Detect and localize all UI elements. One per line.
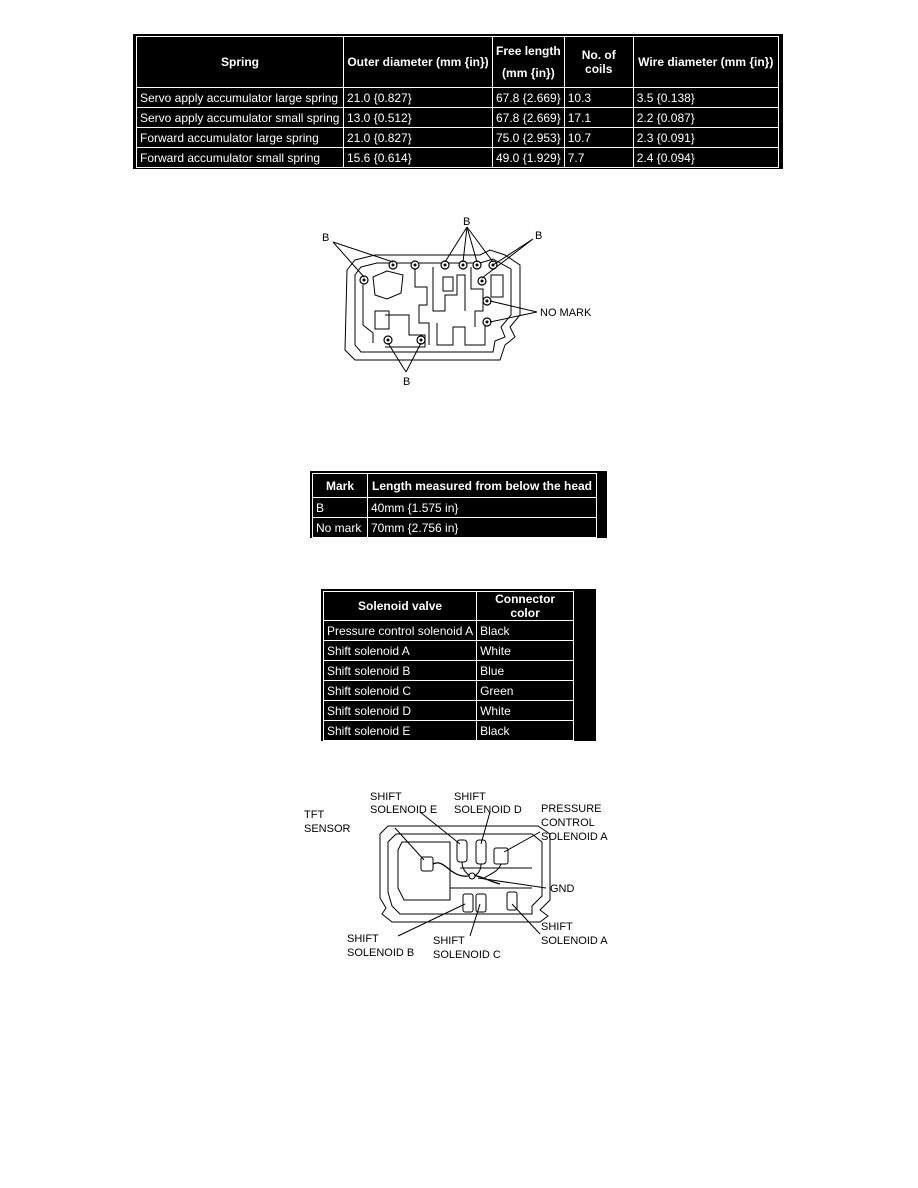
table-cell: 3.5 {0.138} xyxy=(633,88,778,108)
table-row xyxy=(137,148,779,168)
table-header-row xyxy=(313,474,597,498)
label-solenoid-c: SOLENOID C xyxy=(433,949,501,961)
col-header-outer-diameter: Outer diameter (mm {in}) xyxy=(344,37,493,88)
table-cell: White xyxy=(477,701,574,721)
solenoid-color-table-panel xyxy=(321,589,596,741)
col-header-free-length-line1: Free length xyxy=(496,44,561,58)
bolt-label-b: B xyxy=(535,230,543,242)
table-cell: 13.0 {0.512} xyxy=(344,108,493,128)
table-cell: No mark xyxy=(313,518,368,538)
table-cell: Servo apply accumulator small spring xyxy=(137,108,344,128)
table-cell: B xyxy=(313,498,368,518)
label-shift: SHIFT xyxy=(541,921,573,933)
bolt-length-table-panel xyxy=(310,471,607,538)
table-cell: Shift solenoid D xyxy=(324,701,477,721)
label-shift: SHIFT xyxy=(370,791,402,803)
label-solenoid-e: SOLENOID E xyxy=(370,804,438,816)
table-cell: 67.8 {2.669} xyxy=(493,108,565,128)
table-row xyxy=(137,108,779,128)
label-tft: TFT xyxy=(304,809,325,821)
table-cell: 2.3 {0.091} xyxy=(633,128,778,148)
bolt-label-b: B xyxy=(322,232,330,244)
solenoid-color-table xyxy=(323,591,574,741)
col-header-connector-color: Connector color xyxy=(477,592,574,621)
label-shift: SHIFT xyxy=(347,933,379,945)
table-cell: Green xyxy=(477,681,574,701)
shift-solenoid-c-icon xyxy=(476,894,486,912)
table-cell: 10.3 xyxy=(564,88,633,108)
table-cell: Shift solenoid A xyxy=(324,641,477,661)
table-cell: Blue xyxy=(477,661,574,681)
label-shift: SHIFT xyxy=(433,935,465,947)
col-header-mark: Mark xyxy=(313,474,368,498)
table-row xyxy=(324,701,574,721)
spring-spec-table xyxy=(136,36,779,168)
table-cell: Black xyxy=(477,621,574,641)
table-row xyxy=(324,721,574,741)
table-cell: 40mm {1.575 in} xyxy=(368,498,597,518)
table-cell: Forward accumulator large spring xyxy=(137,128,344,148)
valve-body-bolt-diagram xyxy=(315,215,605,395)
table-row xyxy=(313,498,597,518)
bolt-length-table xyxy=(312,473,597,538)
table-cell: 17.1 xyxy=(564,108,633,128)
col-header-solenoid-valve: Solenoid valve xyxy=(324,592,477,621)
spring-spec-table-panel xyxy=(133,34,783,169)
table-row xyxy=(324,661,574,681)
bolt-label-b: B xyxy=(463,216,471,228)
table-cell: White xyxy=(477,641,574,661)
col-header-free-length xyxy=(493,37,565,88)
table-cell: 70mm {2.756 in} xyxy=(368,518,597,538)
table-cell: 21.0 {0.827} xyxy=(344,128,493,148)
col-header-spring: Spring xyxy=(137,37,344,88)
table-cell: Servo apply accumulator large spring xyxy=(137,88,344,108)
table-cell: 75.0 {2.953} xyxy=(493,128,565,148)
table-cell: 10.7 xyxy=(564,128,633,148)
col-header-free-length-line2: (mm {in}) xyxy=(502,66,555,80)
col-header-coils: No. of coils xyxy=(564,37,633,88)
bolt-label-no-mark: NO MARK xyxy=(540,307,592,319)
table-row xyxy=(313,518,597,538)
col-header-length: Length measured from below the head xyxy=(368,474,597,498)
table-cell: 67.8 {2.669} xyxy=(493,88,565,108)
table-row xyxy=(324,681,574,701)
table-cell: 7.7 xyxy=(564,148,633,168)
table-cell: Forward accumulator small spring xyxy=(137,148,344,168)
table-cell: 2.2 {0.087} xyxy=(633,108,778,128)
solenoid-location-diagram xyxy=(300,788,620,968)
table-header-row xyxy=(137,37,779,88)
bolt-label-b: B xyxy=(403,376,411,388)
table-cell: 2.4 {0.094} xyxy=(633,148,778,168)
shift-solenoid-b-icon xyxy=(463,894,473,912)
label-control: CONTROL xyxy=(541,817,595,829)
label-solenoid-b: SOLENOID B xyxy=(347,947,415,959)
table-cell: Shift solenoid E xyxy=(324,721,477,741)
table-row xyxy=(137,88,779,108)
col-header-wire-diameter: Wire diameter (mm {in}) xyxy=(633,37,778,88)
table-cell: 21.0 {0.827} xyxy=(344,88,493,108)
table-cell: Pressure control solenoid A xyxy=(324,621,477,641)
table-row xyxy=(324,621,574,641)
table-cell: Shift solenoid B xyxy=(324,661,477,681)
label-sensor: SENSOR xyxy=(304,823,351,835)
table-header-row xyxy=(324,592,574,621)
label-solenoid-d: SOLENOID D xyxy=(454,804,522,816)
label-solenoid-a: SOLENOID A xyxy=(541,831,608,843)
table-cell: Shift solenoid C xyxy=(324,681,477,701)
table-row xyxy=(137,128,779,148)
table-cell: 49.0 {1.929} xyxy=(493,148,565,168)
label-solenoid-a: SOLENOID A xyxy=(541,935,608,947)
label-pressure: PRESSURE xyxy=(541,803,602,815)
table-cell: 15.6 {0.614} xyxy=(344,148,493,168)
label-gnd: GND xyxy=(550,883,575,895)
ground-point-icon xyxy=(469,873,475,879)
label-shift: SHIFT xyxy=(454,791,486,803)
table-row xyxy=(324,641,574,661)
table-cell: Black xyxy=(477,721,574,741)
